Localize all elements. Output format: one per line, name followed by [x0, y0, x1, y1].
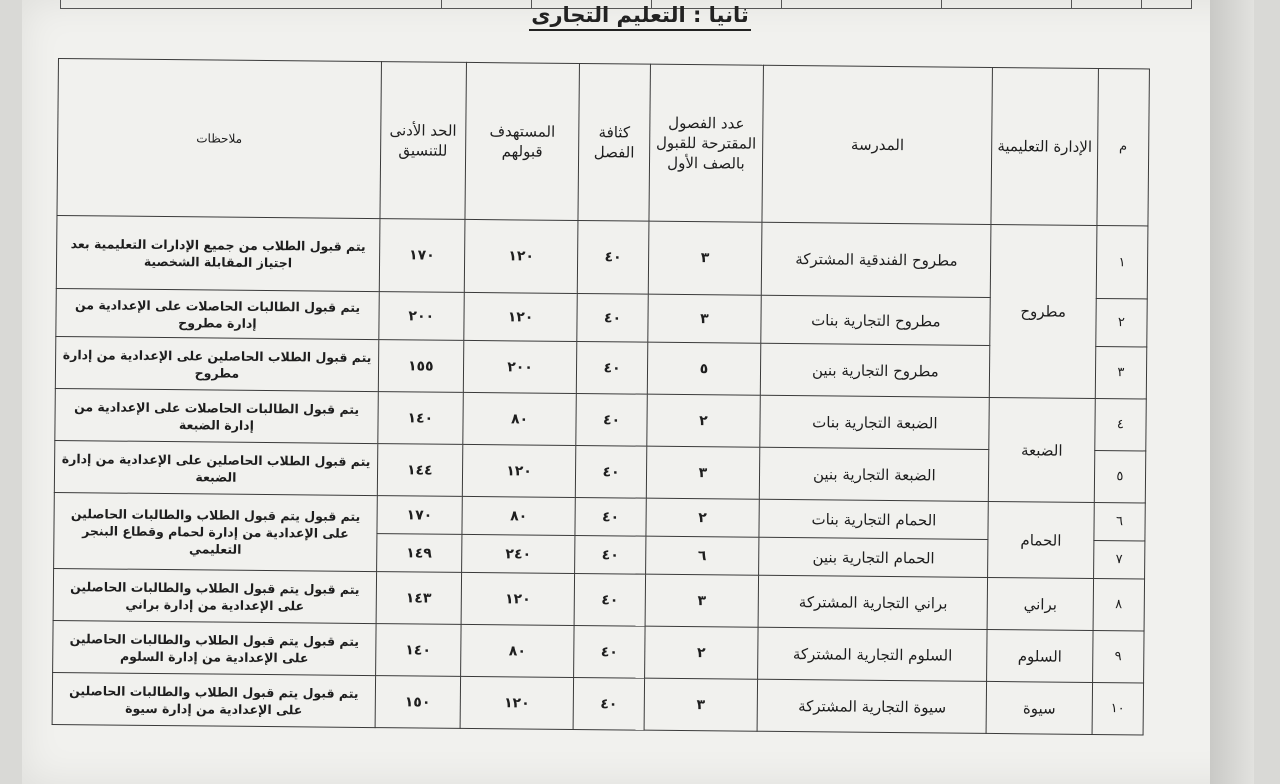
school-name: مطروح التجارية بنات: [761, 295, 990, 345]
min-score: ١٥٥: [378, 340, 463, 393]
min-score: ٢٠٠: [379, 292, 464, 341]
class-density: ٤٠: [577, 341, 648, 394]
class-density: ٤٠: [576, 445, 647, 498]
row-number: ٤: [1095, 398, 1147, 450]
school-name: الضبعة التجارية بنين: [760, 447, 989, 501]
class-density: ٤٠: [575, 573, 646, 626]
classes-count: ٥: [647, 342, 761, 395]
school-name: الحمام التجارية بنين: [759, 537, 988, 577]
min-score: ١٥٠: [375, 676, 460, 729]
class-density: ٤٠: [575, 535, 645, 574]
min-score: ١٤٣: [376, 572, 461, 625]
remarks: يتم قبول الطالبات الحاصلات على الإعدادية من إدارة مطروح: [56, 288, 379, 339]
remarks: يتم قبول الطلاب الحاصلين على الإعدادية من إدارة الضبعة: [54, 440, 377, 495]
class-density: ٤٠: [578, 221, 649, 295]
school-name: مطروح التجارية بنين: [761, 343, 990, 397]
header-admin: الإدارة التعليمية: [991, 67, 1098, 225]
table-row: [52, 672, 1143, 734]
remarks: يتم قبول يتم قبول الطلاب والطالبات الحاصلين على الإعدادية من إدارة سيوة: [52, 672, 375, 727]
header-school: المدرسة: [762, 65, 992, 224]
remarks: يتم قبول يتم قبول الطلاب والطالبات الحاصلين على الإعدادية من إدارة لحمام وقطاع البنجر التعليمي: [54, 492, 378, 571]
table-row: [56, 215, 1148, 298]
row-number: ٧: [1093, 540, 1145, 578]
classes-count: ٢: [645, 498, 759, 537]
target-count: ١٢٠: [461, 572, 575, 625]
remarks: يتم قبول الطلاب من جميع الإدارات التعليمية بعد اجتياز المقابلة الشخصية: [56, 215, 380, 291]
class-density: ٤٠: [575, 497, 645, 536]
school-name: براني التجارية المشتركة: [758, 575, 987, 629]
remarks: يتم قبول يتم قبول الطلاب والطالبات الحاصلين على الإعدادية من إدارة السلوم: [53, 620, 376, 675]
class-density: ٤٠: [576, 393, 647, 446]
header-density: كثافة الفصل: [578, 64, 650, 222]
min-score: ١٧٠: [379, 219, 464, 293]
min-score: ١٤٤: [377, 444, 462, 497]
paper-edge: [1210, 0, 1254, 784]
admin-cell: سيوة: [986, 681, 1092, 734]
target-count: ٨٠: [460, 624, 574, 677]
remarks: يتم قبول الطالبات الحاصلات على الإعدادية من إدارة الضبعة: [55, 388, 378, 443]
class-density: ٤٠: [574, 677, 645, 730]
header-no: م: [1097, 68, 1150, 225]
header-target: المستهدف قبولهم: [465, 62, 580, 220]
target-count: ٢٠٠: [463, 340, 577, 393]
admin-cell: مطروح: [990, 224, 1097, 398]
header-remarks: ملاحظات: [57, 59, 381, 219]
remarks: يتم قبول يتم قبول الطلاب والطالبات الحاصلين على الإعدادية من إدارة براني: [53, 568, 376, 623]
admin-cell: براني: [987, 577, 1093, 630]
school-name: سيوة التجارية المشتركة: [757, 679, 986, 733]
row-number: ٩: [1092, 630, 1144, 682]
header-classes: عدد الفصول المقترحة للقبول بالصف الأول: [648, 64, 763, 222]
min-score: ١٤٩: [377, 534, 462, 573]
commercial-schools-table: [52, 58, 1150, 735]
target-count: ١٢٠: [463, 292, 577, 341]
target-count: ٨٠: [462, 392, 576, 445]
class-density: ٤٠: [577, 294, 647, 343]
header-row: [57, 59, 1149, 226]
classes-count: ٢: [646, 394, 760, 447]
classes-count: ٣: [647, 294, 761, 343]
row-number: ١: [1096, 225, 1148, 298]
admin-cell: الضبعة: [989, 397, 1096, 502]
row-number: ٣: [1095, 346, 1147, 398]
min-score: ١٧٠: [377, 496, 462, 535]
row-number: ٥: [1094, 450, 1146, 502]
school-name: السلوم التجارية المشتركة: [758, 627, 987, 681]
classes-count: ٢: [644, 626, 758, 679]
row-number: ٢: [1096, 298, 1148, 346]
min-score: ١٤٠: [376, 624, 461, 677]
remarks: يتم قبول الطلاب الحاصلين على الإعدادية من إدارة مطروح: [55, 336, 378, 391]
row-number: ٦: [1094, 502, 1146, 540]
target-count: ٨٠: [462, 496, 576, 535]
header-min-score: الحد الأدنى للتنسيق: [380, 62, 466, 220]
classes-count: ٣: [644, 678, 758, 731]
min-score: ١٤٠: [378, 392, 463, 445]
classes-count: ٦: [645, 536, 759, 575]
school-name: الضبعة التجارية بنات: [760, 395, 989, 449]
admin-cell: السلوم: [987, 629, 1093, 682]
classes-count: ٣: [645, 574, 759, 627]
school-name: الحمام التجارية بنات: [759, 499, 988, 539]
classes-count: ٣: [648, 221, 763, 295]
admin-cell: الحمام: [988, 501, 1094, 578]
section-title: ثانيا : التعليم التجارى: [0, 3, 1280, 27]
row-number: ١٠: [1092, 682, 1144, 734]
school-name: مطروح الفندقية المشتركة: [762, 222, 992, 297]
target-count: ١٢٠: [464, 219, 579, 293]
classes-count: ٣: [646, 446, 760, 499]
target-count: ١٢٠: [462, 444, 576, 497]
target-count: ٢٤٠: [461, 534, 575, 573]
target-count: ١٢٠: [460, 676, 574, 729]
row-number: ٨: [1093, 578, 1145, 630]
class-density: ٤٠: [574, 625, 645, 678]
